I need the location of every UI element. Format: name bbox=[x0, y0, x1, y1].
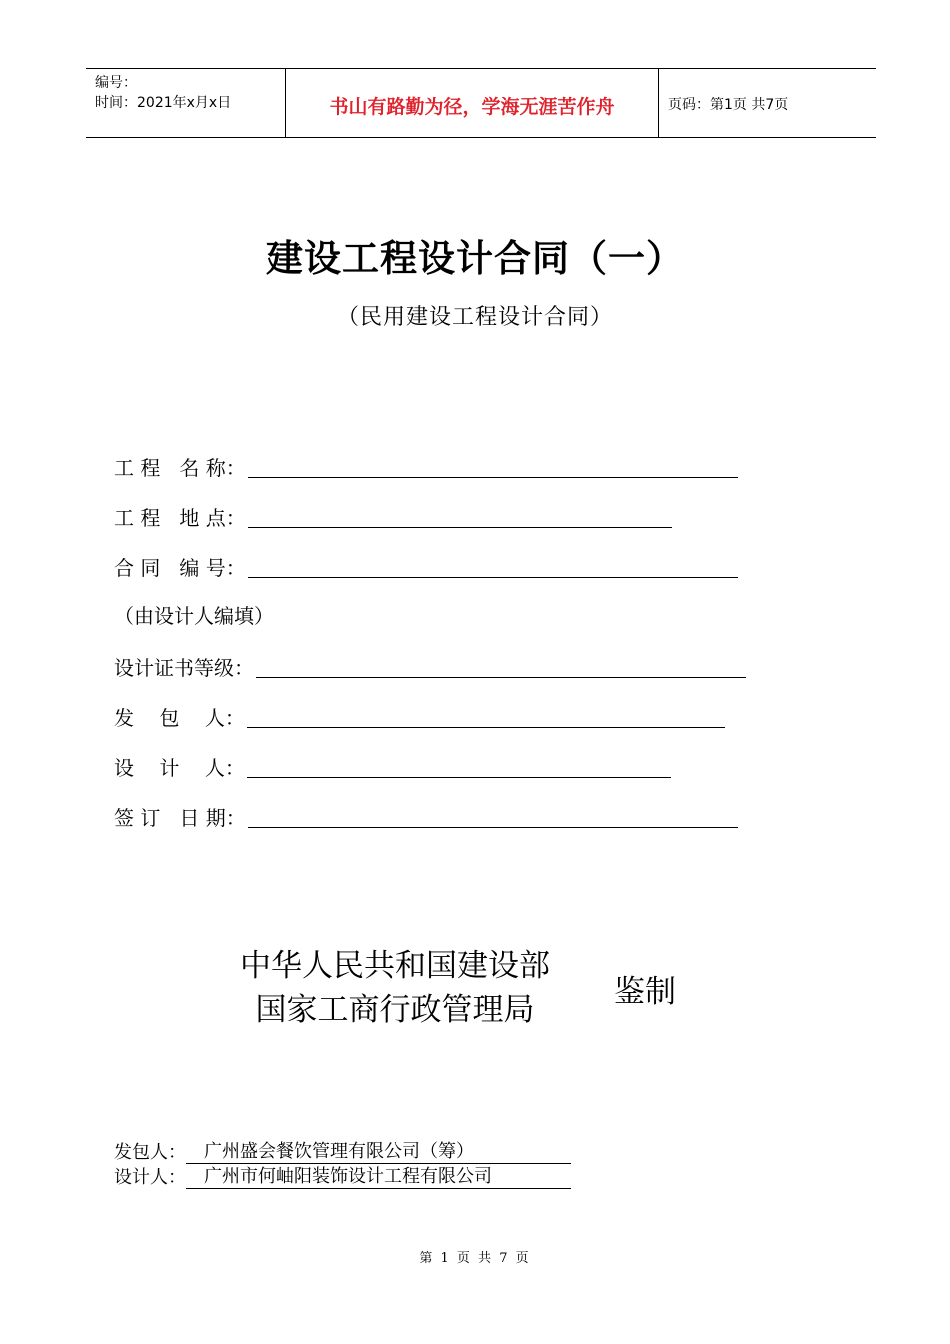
field-design-cert-level bbox=[114, 652, 746, 680]
issuer-line-1: 中华人民共和国建设部 bbox=[240, 948, 550, 984]
field-label: 发 包 人： bbox=[114, 706, 245, 730]
field-label: 设计证书等级： bbox=[114, 656, 254, 680]
field-project-name bbox=[114, 452, 738, 480]
party-label: 发包人： bbox=[114, 1142, 186, 1163]
field-signing-date bbox=[114, 802, 738, 830]
footer-page-number: 第 1 页 共 7 页 bbox=[419, 1251, 531, 1266]
header-time: 时间：2021年x月x日 bbox=[95, 95, 232, 111]
party-value: 广州盛会餐饮管理有限公司（筹） bbox=[186, 1141, 571, 1164]
party-value: 广州市何岫阳装饰设计工程有限公司 bbox=[186, 1166, 571, 1189]
header-meta bbox=[86, 69, 286, 137]
blank-line bbox=[248, 526, 672, 528]
blank-line bbox=[248, 576, 738, 578]
document-title: 建设工程设计合同（一） bbox=[266, 237, 684, 280]
field-label: 工 程 名 称： bbox=[114, 456, 246, 480]
blank-line bbox=[256, 676, 746, 678]
page-header bbox=[86, 68, 876, 138]
field-label: 签 订 日 期： bbox=[114, 806, 246, 830]
field-project-location bbox=[114, 502, 672, 530]
blank-line bbox=[248, 476, 738, 478]
header-motto: 书山有路勤为径，学海无涯苦作舟 bbox=[286, 69, 659, 137]
header-page-info: 页码：第1页 共7页 bbox=[668, 97, 789, 113]
party-designer bbox=[114, 1163, 571, 1189]
issuer-suffix: 鉴制 bbox=[614, 974, 676, 1010]
blank-line bbox=[247, 776, 671, 778]
header-number: 编号： bbox=[95, 75, 137, 91]
field-designer bbox=[114, 752, 671, 780]
document-subtitle: （民用建设工程设计合同） bbox=[336, 305, 613, 330]
field-employer bbox=[114, 702, 725, 730]
blank-line bbox=[248, 826, 738, 828]
issuing-authorities bbox=[200, 944, 590, 1032]
field-label: 合 同 编 号： bbox=[114, 556, 246, 580]
field-label: 工 程 地 点： bbox=[114, 506, 246, 530]
party-employer bbox=[114, 1138, 571, 1164]
party-label: 设计人： bbox=[114, 1167, 186, 1188]
field-contract-number bbox=[114, 552, 738, 580]
issuer-line-2: 国家工商行政管理局 bbox=[255, 992, 535, 1028]
blank-line bbox=[247, 726, 725, 728]
field-label: 设 计 人： bbox=[114, 756, 245, 780]
field-note: （由设计人编填） bbox=[114, 604, 274, 628]
